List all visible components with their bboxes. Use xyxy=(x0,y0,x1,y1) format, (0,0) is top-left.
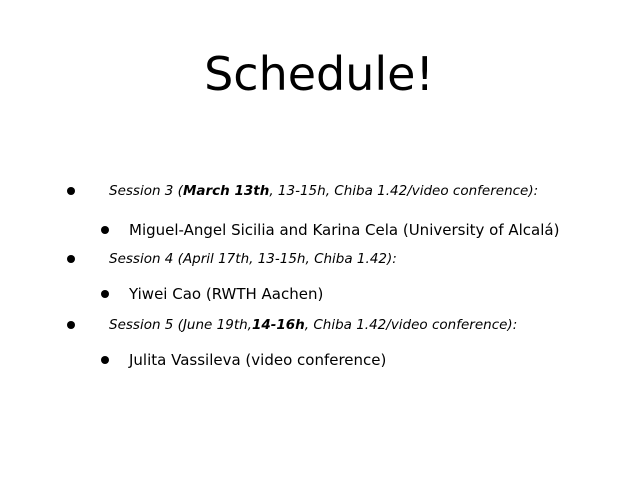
bullet-icon xyxy=(67,321,75,329)
session-3-date: March 13th xyxy=(182,183,270,199)
session-5-line xyxy=(109,315,517,335)
session-3-prefix: Session 3 ( xyxy=(109,183,183,199)
session-5-prefix: Session 5 (June 19th, xyxy=(109,317,252,333)
bullet-icon xyxy=(101,226,109,234)
bullet-icon xyxy=(101,290,109,298)
session-5-suffix: , Chiba 1.42/video conference): xyxy=(304,317,518,333)
bullet-icon xyxy=(67,187,75,195)
session-4-line: Session 4 (April 17th, 13-15h, Chiba 1.42): xyxy=(109,251,397,267)
slide-title: Schedule! xyxy=(204,47,434,101)
session-3-suffix: , 13-15h, Chiba 1.42/video conference): xyxy=(269,183,539,199)
bullet-icon xyxy=(67,255,75,263)
bullet-icon xyxy=(101,356,109,364)
session-3-speaker: Miguel-Angel Sicilia and Karina Cela (University of Alcalá) xyxy=(129,221,560,239)
session-4-speaker: Yiwei Cao (RWTH Aachen) xyxy=(129,285,324,303)
session-5-speaker: Julita Vassileva (video conference) xyxy=(129,351,387,369)
session-3-line xyxy=(109,181,538,201)
session-5-time: 14-16h xyxy=(251,317,305,333)
